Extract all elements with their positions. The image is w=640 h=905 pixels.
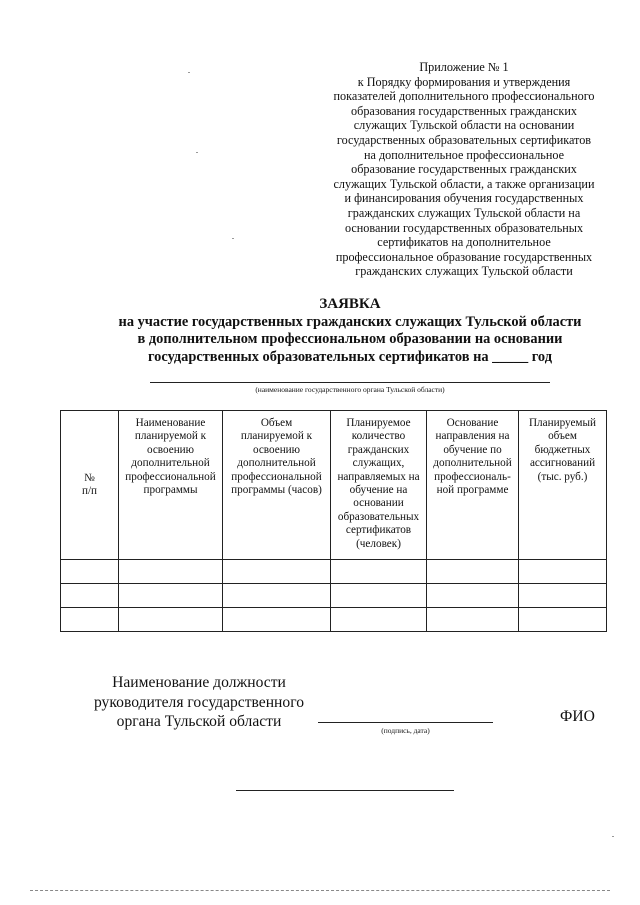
table-cell: [427, 584, 519, 608]
scan-speck: [188, 72, 190, 73]
table-header-row: [61, 411, 607, 560]
table-cell: [61, 608, 119, 632]
heading-line-2: в дополнительном профессиональном образовании на основании: [137, 331, 563, 347]
signature-line: [318, 722, 493, 723]
scan-speck: [232, 238, 234, 239]
application-table: [60, 410, 607, 632]
table-cell: [519, 584, 607, 608]
signatory-position: Наименование должности руководителя государственного органа Тульской области: [93, 674, 305, 730]
table-cell: [331, 560, 427, 584]
table-cell: [223, 608, 331, 632]
header-basis: Основание направления на обучение по дополнительной профессиональ- ной программе: [427, 411, 519, 560]
appendix-note: [318, 60, 610, 279]
heading-line-3: государственных образовательных сертификатов на _____ год: [148, 348, 552, 365]
table-cell: [119, 584, 223, 608]
table-cell: [331, 608, 427, 632]
table-cell: [61, 560, 119, 584]
org-name-caption: (наименование государственного органа Тульской области): [255, 385, 445, 394]
scan-speck: [196, 152, 198, 153]
document-title: ЗАЯВКА: [319, 296, 381, 312]
table-cell: [519, 560, 607, 584]
appendix-body: к Порядку формирования и утверждения показателей дополнительного профессионального образования государственных гражданских служащих Тульской области на основании государственных образовательных сертификатов на дополнительное профессиональное образование государственных гражданских служащих Тульской области, а также организации и финансирования обучения государственных гражданских служащих Тульской области на основании государственных образовательных сертификатов на дополнительное профессиональное образование государственных гражданских служащих Тульской области: [333, 74, 595, 279]
header-program-hours: Объем планируемой к освоению дополнительной профессиональной программы (часов): [223, 411, 331, 560]
org-name-line: [150, 382, 550, 383]
header-employee-count: Планируемое количество гражданских служащих, направляемых на обучение на основании образовательных сертификатов (человек): [331, 411, 427, 560]
header-number: № п/п: [61, 411, 119, 560]
appendix-title: Приложение № 1: [419, 60, 509, 74]
table-cell: [427, 560, 519, 584]
table-row: [61, 584, 607, 608]
table-row: [61, 560, 607, 584]
header-program-name: Наименование планируемой к освоению дополнительной профессиональной программы: [119, 411, 223, 560]
table-cell: [519, 608, 607, 632]
table-cell: [119, 608, 223, 632]
heading-line-1: на участие государственных гражданских служащих Тульской области: [118, 313, 582, 330]
table-cell: [223, 584, 331, 608]
table-row: [61, 608, 607, 632]
header-budget: Планируемый объем бюджетных ассигнований (тыс. руб.): [519, 411, 607, 560]
signatory-fio: ФИО: [560, 708, 595, 725]
table-cell: [223, 560, 331, 584]
table-cell: [331, 584, 427, 608]
table-cell: [61, 584, 119, 608]
signature-caption: (подпись, дата): [381, 726, 430, 735]
document-heading: [60, 296, 640, 366]
scan-speck: [612, 836, 614, 837]
scan-artifact-line: [30, 890, 610, 891]
bottom-line: [236, 790, 454, 791]
table-cell: [119, 560, 223, 584]
table-cell: [427, 608, 519, 632]
